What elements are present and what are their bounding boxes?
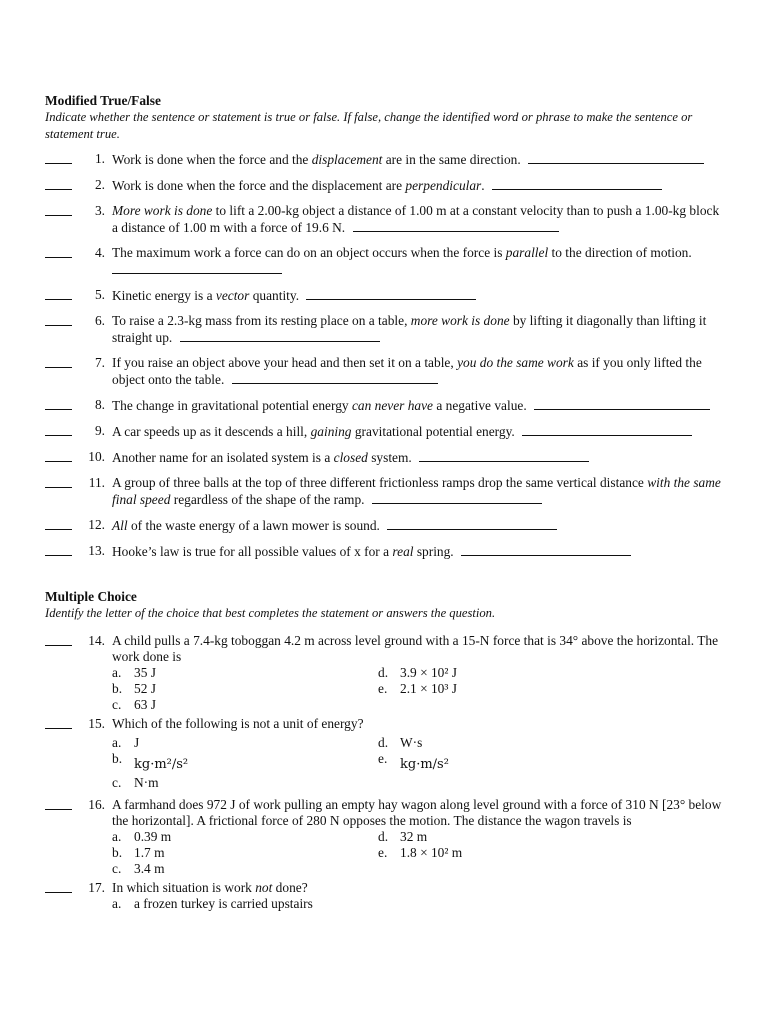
question-number: 9. [94, 423, 105, 438]
answer-blank[interactable] [45, 633, 72, 646]
choice-a[interactable]: a. a frozen turkey is carried upstairs [112, 896, 313, 911]
worksheet-page [45, 93, 725, 912]
choice-grid [112, 735, 725, 791]
choice-e[interactable]: e. 2.1 × 10³ J [378, 681, 457, 696]
choice-d[interactable]: d. 32 m [378, 829, 428, 844]
choice-grid [112, 829, 725, 877]
section-title-true-false: Modified True/False [45, 93, 161, 108]
question-number: 17. [88, 880, 105, 895]
question-number: 5. [94, 287, 105, 302]
tf-question [45, 475, 725, 508]
question-text: The change in gravitational potential energy can never have a negative value. [112, 398, 527, 413]
tf-question [45, 151, 725, 168]
question-number: 6. [94, 313, 105, 328]
question-text: The maximum work a force can do on an object occurs when the force is parallel to the direction of motion. [112, 245, 692, 260]
question-text: To raise a 2.3-kg mass from its resting place on a table, more work is done by lifting it diagonally than lifting it straight up. [112, 313, 707, 345]
question-text: A child pulls a 7.4-kg toboggan 4.2 m across level ground with a 15-N force that is 34° above the horizontal. The work done is [112, 633, 719, 664]
tf-question [45, 397, 725, 414]
correction-line[interactable] [180, 329, 380, 342]
question-number: 16. [88, 797, 105, 812]
question-text: Hooke’s law is true for all possible values of x for a real spring. [112, 544, 454, 559]
answer-blank[interactable] [45, 517, 72, 530]
choice-c[interactable]: c. 3.4 m [112, 861, 165, 876]
question-text: Kinetic energy is a vector quantity. [112, 288, 300, 303]
choice-b[interactable]: b. kg·m²/s² [112, 751, 189, 772]
correction-line[interactable] [306, 287, 476, 300]
question-text: A car speeds up as it descends a hill, gaining gravitational potential energy. [112, 424, 515, 439]
question-number: 12. [88, 517, 105, 532]
question-text: Work is done when the force and the displacement are perpendicular. [112, 178, 485, 193]
correction-line[interactable] [534, 397, 710, 410]
answer-blank[interactable] [45, 397, 72, 410]
tf-question [45, 517, 725, 534]
tf-question [45, 287, 725, 304]
section-instructions-true-false: Indicate whether the sentence or statement is true or false. If false, change the identified word or phrase to make the sentence or statement true. [45, 110, 693, 141]
question-text: If you raise an object above your head and then set it on a table, you do the same work as if you only lifted the object onto the table. [112, 355, 702, 387]
correction-line[interactable] [461, 543, 631, 556]
question-number: 4. [94, 245, 105, 260]
choice-a[interactable]: a. 35 J [112, 665, 156, 680]
answer-blank[interactable] [45, 245, 72, 258]
answer-blank[interactable] [45, 449, 72, 462]
question-text: A group of three balls at the top of three different frictionless ramps drop the same vertical distance with the same final speed regardless of the shape of the ramp. [112, 475, 721, 507]
mc-question [45, 633, 725, 713]
question-text: More work is done to lift a 2.00-kg object a distance of 1.00 m at a constant velocity than to push a 1.00-kg block a distance of 1.00 m with a force of 19.6 N. [112, 203, 720, 235]
tf-question [45, 245, 725, 278]
correction-line[interactable] [522, 423, 692, 436]
correction-line[interactable] [492, 177, 662, 190]
question-number: 10. [88, 449, 105, 464]
answer-blank[interactable] [45, 287, 72, 300]
question-text: All of the waste energy of a lawn mower is sound. [112, 518, 380, 533]
choice-d[interactable]: d. W·s [378, 735, 423, 750]
choice-d[interactable]: d. 3.9 × 10² J [378, 665, 457, 680]
question-number: 13. [88, 543, 105, 558]
correction-line[interactable] [419, 449, 589, 462]
answer-blank[interactable] [45, 355, 72, 368]
tf-question [45, 543, 725, 560]
section-title-multiple-choice: Multiple Choice [45, 589, 137, 604]
section-instructions-multiple-choice: Identify the letter of the choice that best completes the statement or answers the question. [45, 606, 496, 620]
question-number: 11. [88, 475, 105, 490]
tf-question [45, 423, 725, 440]
question-text: Another name for an isolated system is a closed system. [112, 450, 412, 465]
question-text: Which of the following is not a unit of energy? [112, 716, 364, 731]
answer-blank[interactable] [45, 313, 72, 326]
question-number: 14. [88, 633, 105, 648]
choice-c[interactable]: c. N·m [112, 775, 159, 790]
choice-b[interactable]: b. 1.7 m [112, 845, 165, 860]
choice-grid [112, 665, 725, 713]
answer-blank[interactable] [45, 151, 72, 164]
tf-question [45, 203, 725, 236]
correction-line[interactable] [112, 261, 282, 274]
choice-e[interactable]: e. kg·m/s² [378, 751, 449, 772]
question-number: 15. [88, 716, 105, 731]
choice-a[interactable]: a. 0.39 m [112, 829, 172, 844]
choice-b[interactable]: b. 52 J [112, 681, 156, 696]
answer-blank[interactable] [45, 475, 72, 488]
tf-question-list [45, 151, 725, 560]
choice-grid [112, 896, 725, 912]
question-text: A farmhand does 972 J of work pulling an empty hay wagon along level ground with a force of 310 N [23° below the horizontal]. A frictional force of 280 N opposes the motion. The distance the wagon travels is [112, 797, 722, 828]
tf-question [45, 313, 725, 346]
question-text: Work is done when the force and the displacement are in the same direction. [112, 152, 521, 167]
question-number: 2. [94, 177, 105, 192]
answer-blank[interactable] [45, 880, 72, 893]
question-number: 7. [94, 355, 105, 370]
answer-blank[interactable] [45, 423, 72, 436]
answer-blank[interactable] [45, 797, 72, 810]
mc-question [45, 716, 725, 791]
correction-line[interactable] [528, 151, 704, 164]
answer-blank[interactable] [45, 177, 72, 190]
tf-question [45, 355, 725, 388]
question-number: 3. [94, 203, 105, 218]
choice-c[interactable]: c. 63 J [112, 697, 156, 712]
choice-a[interactable]: a. J [112, 735, 140, 750]
correction-line[interactable] [387, 517, 557, 530]
correction-line[interactable] [232, 371, 438, 384]
question-number: 8. [94, 397, 105, 412]
formula-text: kg·m/s² [400, 757, 449, 772]
question-number: 1. [94, 151, 105, 166]
tf-question [45, 177, 725, 194]
mc-question-list [45, 633, 725, 912]
answer-blank[interactable] [45, 203, 72, 216]
correction-line[interactable] [372, 491, 542, 504]
question-text: In which situation is work not done? [112, 880, 308, 895]
answer-blank[interactable] [45, 716, 72, 729]
mc-question [45, 797, 725, 877]
answer-blank[interactable] [45, 543, 72, 556]
mc-question [45, 880, 725, 912]
tf-question [45, 449, 725, 466]
formula-text: kg·m²/s² [134, 757, 189, 772]
choice-e[interactable]: e. 1.8 × 10² m [378, 845, 463, 860]
correction-line[interactable] [353, 219, 559, 232]
